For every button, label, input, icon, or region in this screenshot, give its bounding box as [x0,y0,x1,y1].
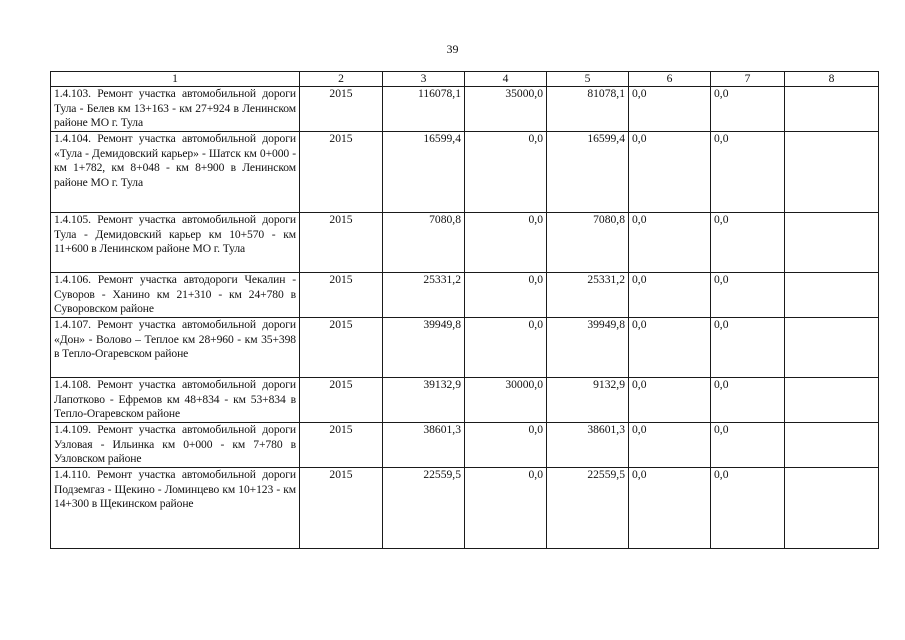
item-total: 16599,4 [383,132,465,213]
table-row [51,468,879,549]
item-total: 7080,8 [383,213,465,273]
item-year: 2015 [300,213,383,273]
item-description: 1.4.109. Ремонт участка автомобильной дороги Узловая - Ильинка км 0+000 - км 7+780 в Узловском районе [51,423,300,468]
item-col7: 0,0 [711,132,785,213]
table-row [51,318,879,378]
item-col8 [785,468,879,549]
item-col5: 39949,8 [547,318,629,378]
item-description: 1.4.103. Ремонт участка автомобильной дороги Тула - Белев км 13+163 - км 27+924 в Ленинском районе МО г. Тула [51,87,300,132]
item-col8 [785,378,879,423]
table-row [51,132,879,213]
item-col4: 35000,0 [465,87,547,132]
table-row [51,378,879,423]
item-col6: 0,0 [629,318,711,378]
item-col7: 0,0 [711,423,785,468]
item-col8 [785,213,879,273]
item-col5: 7080,8 [547,213,629,273]
table-row [51,213,879,273]
item-total: 116078,1 [383,87,465,132]
item-col7: 0,0 [711,273,785,318]
column-header: 1 [51,72,300,87]
item-description: 1.4.110. Ремонт участка автомобильной дороги Подземгаз - Щекино - Ломинцево км 10+123 - км 14+300 в Щекинском районе [51,468,300,549]
item-col6: 0,0 [629,87,711,132]
item-col4: 0,0 [465,318,547,378]
item-year: 2015 [300,87,383,132]
item-col6: 0,0 [629,378,711,423]
item-col7: 0,0 [711,468,785,549]
item-col6: 0,0 [629,468,711,549]
column-header: 5 [547,72,629,87]
item-col5: 38601,3 [547,423,629,468]
item-col8 [785,273,879,318]
item-year: 2015 [300,423,383,468]
item-col8 [785,132,879,213]
item-col4: 0,0 [465,423,547,468]
item-col6: 0,0 [629,132,711,213]
item-total: 39132,9 [383,378,465,423]
item-year: 2015 [300,132,383,213]
table-row [51,273,879,318]
table-row [51,423,879,468]
item-col6: 0,0 [629,273,711,318]
table-row [51,87,879,132]
item-description: 1.4.105. Ремонт участка автомобильной дороги Тула - Демидовский карьер км 10+570 - км 11+600 в Ленинском районе МО г. Тула [51,213,300,273]
item-year: 2015 [300,273,383,318]
item-description: 1.4.104. Ремонт участка автомобильной дороги «Тула - Демидовский карьер» - Шатск км 0+000 - км 1+782, км 8+048 - км 8+900 в Ленинском районе МО г. Тула [51,132,300,213]
column-header: 4 [465,72,547,87]
item-col5: 22559,5 [547,468,629,549]
item-col7: 0,0 [711,213,785,273]
program-table [50,71,879,549]
table-header [51,72,879,87]
item-total: 38601,3 [383,423,465,468]
item-col5: 81078,1 [547,87,629,132]
item-col5: 25331,2 [547,273,629,318]
column-header: 2 [300,72,383,87]
page-number: 39 [446,42,459,56]
column-header: 8 [785,72,879,87]
item-col7: 0,0 [711,87,785,132]
item-description: 1.4.106. Ремонт участка автодороги Чекалин - Суворов - Ханино км 21+310 - км 24+780 в Суворовском районе [51,273,300,318]
item-col4: 0,0 [465,468,547,549]
item-col8 [785,423,879,468]
item-col4: 0,0 [465,132,547,213]
item-col4: 0,0 [465,273,547,318]
item-year: 2015 [300,318,383,378]
item-col7: 0,0 [711,378,785,423]
item-year: 2015 [300,378,383,423]
item-total: 25331,2 [383,273,465,318]
item-col6: 0,0 [629,213,711,273]
item-col4: 0,0 [465,213,547,273]
item-total: 22559,5 [383,468,465,549]
column-header: 6 [629,72,711,87]
item-col8 [785,87,879,132]
item-col5: 16599,4 [547,132,629,213]
item-total: 39949,8 [383,318,465,378]
item-col8 [785,318,879,378]
item-col4: 30000,0 [465,378,547,423]
item-year: 2015 [300,468,383,549]
item-description: 1.4.108. Ремонт участка автомобильной дороги Лапотково - Ефремов км 48+834 - км 53+834 в Тепло-Огаревском районе [51,378,300,423]
item-col5: 9132,9 [547,378,629,423]
column-header: 3 [383,72,465,87]
item-col7: 0,0 [711,318,785,378]
item-description: 1.4.107. Ремонт участка автомобильной дороги «Дон» - Волово – Теплое км 28+960 - км 35+398 в Тепло-Огаревском районе [51,318,300,378]
item-col6: 0,0 [629,423,711,468]
column-header: 7 [711,72,785,87]
